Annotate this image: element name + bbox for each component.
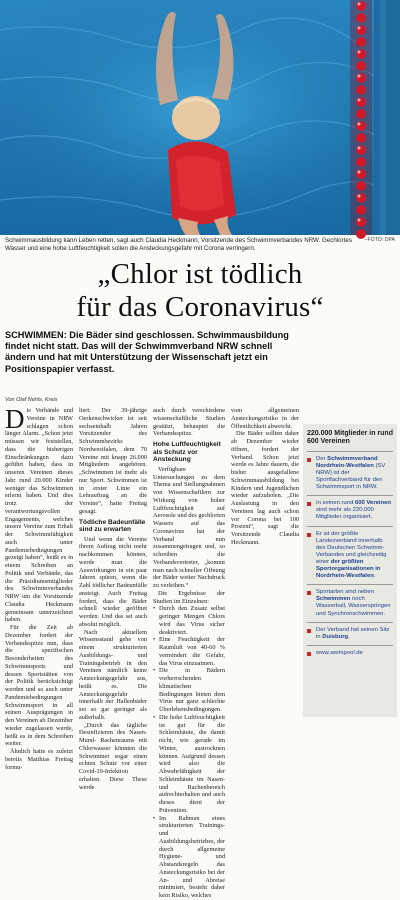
bullet-chlor: • Durch den Zusatz selbst geringer Mengen Chlors wird das Virus sicher deaktiviert. [153, 605, 225, 636]
subheading-luftfeuchtigkeit: Hohe Luftfeuchtigkeit als Schutz vor Ansteckung [153, 441, 221, 464]
factbox-item: In seinen rund 600 Vereinen sind mehr als 220.000 Mitglieder organisiert. [307, 500, 393, 521]
column-3-paragraph-1: auch durch verschiedene wissenschaftliche Studien gestützt, behauptet die Verbandsspitze. [153, 407, 225, 438]
factbox-divider [307, 526, 393, 527]
red-square-icon [307, 533, 311, 537]
factbox-list [303, 456, 397, 657]
article-column-4 [231, 407, 299, 717]
factbox-divider [307, 451, 393, 452]
headline-line-1: „Chlor ist tödlich [97, 258, 303, 290]
column-2-paragraph-2: Und wenn die Vereine ihrem Auftrag nicht mehr nachkommen können, werde man die Auswirkungen in ein paar Jahren spüren, wenn die Zahl tödlicher Badeunfälle ansteigt. Auch Freitag fordert, dass die Bäder schnell wieder geöffnet werden. Und das sei auch absolut möglich. [79, 535, 147, 628]
red-square-icon [307, 652, 311, 656]
column-4-paragraph-2: Die Bäder sollten daher ab Dezember wieder öffnen, fordert der Verband. Schon jetzt werde es Jahre dauern, die bisher ausgefallene Schwimmausbildung bei Kindern und Jugendlichen wieder aufzuholen. „Die Auslastung in den Vereinen lag auch schon vor Corona bei 100 Prozent“, sagt die Vorsitzende Claudia Heckmann. [231, 430, 299, 546]
column-2-paragraph-4: „Durch das tägliche Desinfizieren des Nasen- Mund- Rachenraums mit Chlorwasser könnten die Schwimmer sogar einen echten Schutz vor einer Covid-19-Infektion erhalten. Diese These werde [79, 721, 147, 791]
bullet-schleimhaeute: • Die hohe Luftfeuchtigkeit ist gut für die Schleimhäute, die damit nicht, wie gerade im Winter, austrocknen können. Aufgrund dessen wird also die Abwehrfähigkeit der Schleimhäute im Nasen- und Rachenbereich aufrechterhalten und auch dieses dient der Prävention. [153, 714, 225, 815]
article-byline: Von Olaf Nehls, Kreis [5, 397, 58, 403]
column-2-paragraph-1: liert: Der 39-jährige Oerkenschwicker ist seit sechseinhalb Jahren Vorsitzender des Schwimmbezirks Nordwestfalen, dem 70 Vereine mit knapp 26.000 Mitgliedern angehören. „Schwimmen ist mehr als nur Sport. Schwimmen ist in erster Linie ein Lehrauftrag an die Vereine“, hatte Freitag gesagt. [79, 407, 147, 515]
bullet-klima: • Die in Bädern vorherrschenden klimatischen Bedingungen bieten dem Virus nur ganz schlechte Überlebensbedingungen. [153, 667, 225, 714]
bullet-raumluft: • Eine Feuchtigkeit der Raumluft von 40-60 % vermindert die Gefahr, das Virus einzuatmen. [153, 636, 225, 667]
factbox-item: Sportarten sind neben Schwimmen noch Wasserball, Wasserspringen und Synchronschwimmen. [307, 589, 393, 617]
column-1-paragraph-1: Die Verbände und Vereine in NRW schlagen schon länger Alarm. „Schon jetzt müssen wir feststellen, dass die bisherigen Einschränkungen dazu geführt haben, dass in unseren Vereinen dieses Jahr rund 20.000 Kinder weniger das Schwimmen erlernt haben. Und dies trotz der verantwortungsvollen Engagements, welches unsere Vereine zum Erhalt der Schwimmfähigkeit auch unter Pandemiebedingungen gezeigt haben“, heißt es in einem Schreiben an Politik und Verbände, das die Präsidiumsmitglieder des Schwimmverbandes NRW um die Vorsitzende Claudia Heckmann gemeinsam unterzeichnet haben. [5, 404, 73, 624]
headline-line-2: für das Coronavirus“ [76, 291, 324, 323]
factbox-divider [307, 495, 393, 496]
photo-caption-text: Schwimmausbildung kann Leben retten, sagt auch Claudia Heckmann, Vorsitzende des Schwimmverbandes NRW. Gechlortes Wasser und eine hohe Luftfeuchtigkeit sollen die Ansteckungsgefahr mit Corona verringern. [5, 237, 352, 252]
column-2-paragraph-3: Nach aktuellem Wissensstand gehe von einem strukturierten Ausbildungs- und Trainingsbetrieb in den Vereinen nämlich keine Ansteckungsgefahr aus, heißt es. Die Ansteckungsgefahr innerhalb der Hallenbäder sei so gar geringer als außerhalb. [79, 628, 147, 721]
article-column-1 [5, 404, 73, 771]
article-column-2 [79, 407, 147, 791]
article-lead: SCHWIMMEN: Die Bäder sind geschlossen. Schwimmausbildung findet nicht statt. Das will der Schwimmverband NRW schnell ändern und hat mit Unterstützung der Wissenschaft jetzt ein Positionspapier verfasst. [5, 330, 289, 374]
column-3-paragraph-3: Die Ergebnisse der Studien im Einzelnen: [153, 589, 225, 605]
swimming-photo [0, 0, 400, 235]
photo-caption [5, 237, 395, 252]
photo-swimmer-illustration [0, 0, 400, 235]
column-4-paragraph-1: vom allgemeinen Ansteckungsrisiko in der Öffentlichkeit abweicht. [231, 407, 299, 430]
red-square-icon [307, 458, 311, 462]
column-3-paragraph-2: Verfügbare Untersuchungen zu dem Thema und Stellungnahmen von Wissenschaftlern zur Wirkung von hoher Luftfeuchtigkeit auf Aerosole und des gechlorten Wassers auf das Coronavirus hat der Verband nun zusammengetragen und, so schreiben die Verbandsvertreter, „kommt man nach schneller Öffnung der Bäder weiter Nachdruck zu verleihen.“ [153, 465, 225, 590]
factbox-item: Der Schwimmverband Nordrhein-Westfalen (SV NRW) ist der Sportfachverband für den Schwimmsport in NRW. [307, 456, 393, 491]
factbox-item: Er ist der größte Landesverband innerhalb des Deutschen Schwimm-Verbandes und gleichzeitig einer der größten Sportorganisationen in Nordrhein-Westfalen. [307, 531, 393, 581]
photo-credit: –FOTO: DPA [364, 237, 395, 243]
factbox-divider [307, 645, 393, 646]
red-square-icon [307, 502, 311, 506]
factbox-title: 220.000 Mitglieder in rund 600 Vereinen [307, 430, 393, 446]
column-1-paragraph-3: Ähnlich hatte es zuletzt bereits Matthias Freitag formu- [5, 748, 73, 771]
bullet-training: • Im Rahmen eines strukturierten Trainings- und Ausbildungsbetriebes, der durch allgemeine Hygiene- und Abstandsregeln das Ansteckungsrisiko bei der An- und Abreise minimiert, besteht daher kein Risiko, welches [153, 815, 225, 900]
red-square-icon [307, 629, 311, 633]
article-headline [0, 258, 400, 324]
drop-cap: D [5, 404, 25, 434]
factbox-divider [307, 584, 393, 585]
factbox-item[interactable]: www.swimpool.de [307, 650, 393, 657]
subheading-badeunfaelle: Tödliche Badeunfälle sind zu erwarten [79, 518, 146, 534]
factbox-item: Der Verband hat seinen Sitz in Duisburg. [307, 627, 393, 641]
factbox [303, 424, 397, 717]
factbox-divider [307, 622, 393, 623]
column-1-paragraph-2: Für die Zeit ab Dezember fordert der Verbandsspitze nun, dass die spezifischen Besonderheiten des Schwimmsports und dessen Sportstätten von der Politik berücksichtigt werden und so auch unter Pandemiebedingungen Schwimmsport in all seinen Ausprägungen in den Vereinen ab Dezember wieder zugelassen werde, heißt es in dem Schreiben weiter. [5, 624, 73, 748]
article-column-3 [153, 407, 225, 900]
red-square-icon [307, 591, 311, 595]
